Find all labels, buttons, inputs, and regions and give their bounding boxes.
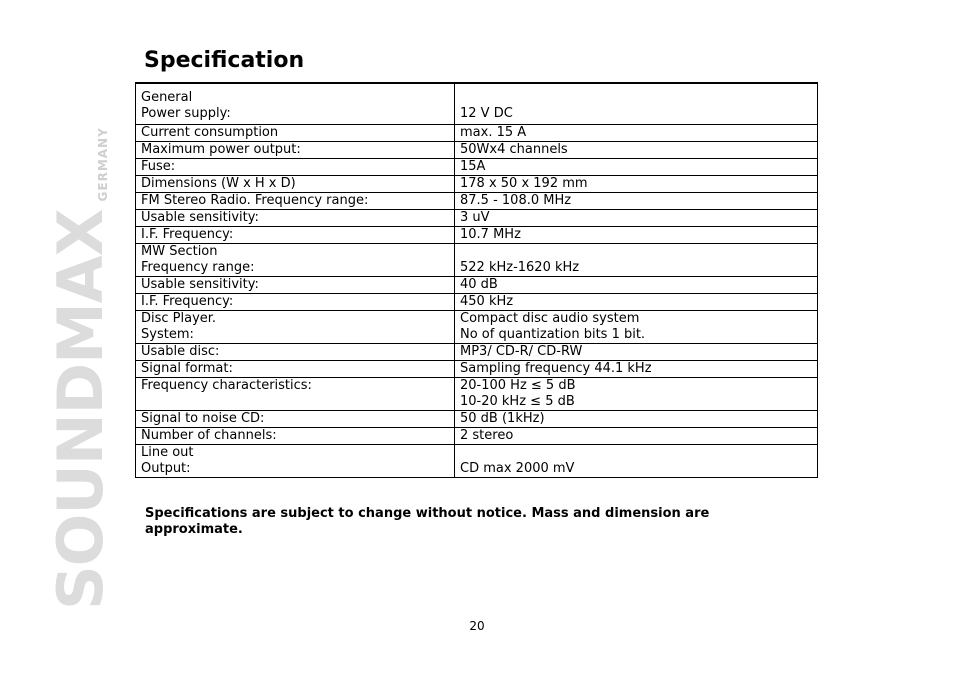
spec-value-cell xyxy=(455,411,818,428)
spec-label: I.F. Frequency: xyxy=(141,227,234,242)
spec-value-cell xyxy=(455,445,818,478)
spec-value: 40 dB xyxy=(460,277,498,292)
spec-label-cell xyxy=(136,294,455,311)
spec-label-cell xyxy=(136,277,455,294)
spec-label: Signal to noise CD: xyxy=(141,411,265,426)
spec-label: Maximum power output: xyxy=(141,142,301,157)
spec-label-cell xyxy=(136,193,455,210)
spec-label: Frequency characteristics: xyxy=(141,378,312,393)
spec-label: Frequency range: xyxy=(141,260,255,275)
spec-value-cell xyxy=(455,378,818,411)
spec-label-cell xyxy=(136,411,455,428)
table-row xyxy=(136,159,818,176)
spec-value: MP3/ CD-R/ CD-RW xyxy=(460,344,583,359)
spec-value: 10.7 MHz xyxy=(460,227,521,242)
spec-label: MW Section xyxy=(141,244,218,259)
spec-label: System: xyxy=(141,327,194,342)
table-row xyxy=(136,344,818,361)
spec-value-cell xyxy=(455,159,818,176)
spec-value: Sampling frequency 44.1 kHz xyxy=(460,361,652,376)
spec-label-cell xyxy=(136,344,455,361)
spec-label-cell xyxy=(136,227,455,244)
table-row xyxy=(136,361,818,378)
spec-label-cell xyxy=(136,361,455,378)
soundmax-logo xyxy=(44,127,117,610)
spec-value: 3 uV xyxy=(460,210,490,225)
spec-label: FM Stereo Radio. Frequency range: xyxy=(141,193,369,208)
table-row xyxy=(136,83,818,125)
logo-country: GERMANY xyxy=(96,127,110,202)
spec-label: I.F. Frequency: xyxy=(141,294,234,309)
spec-value: 87.5 - 108.0 MHz xyxy=(460,193,572,208)
disclaimer-note: Specifications are subject to change without notice. Mass and dimension are approximate. xyxy=(145,506,710,537)
spec-value-cell xyxy=(455,344,818,361)
spec-label-cell xyxy=(136,311,455,344)
spec-label-cell xyxy=(136,159,455,176)
spec-value: 50Wx4 channels xyxy=(460,142,568,157)
spec-value: 12 V DC xyxy=(460,106,513,121)
spec-label-cell xyxy=(136,125,455,142)
table-row xyxy=(136,125,818,142)
spec-label: Signal format: xyxy=(141,361,233,376)
spec-label: Fuse: xyxy=(141,159,176,174)
table-row xyxy=(136,193,818,210)
spec-label: Dimensions (W x H x D) xyxy=(141,176,296,191)
table-row xyxy=(136,210,818,227)
spec-label: Output: xyxy=(141,461,191,476)
spec-value: No of quantization bits 1 bit. xyxy=(460,327,646,342)
spec-value-cell xyxy=(455,176,818,193)
spec-label: Number of channels: xyxy=(141,428,277,443)
spec-label: Usable sensitivity: xyxy=(141,210,259,225)
spec-value: 10-20 kHz ≤ 5 dB xyxy=(460,394,575,409)
spec-value-cell xyxy=(455,294,818,311)
page-number: 20 xyxy=(469,619,485,633)
spec-value: max. 15 A xyxy=(460,125,527,140)
table-row xyxy=(136,311,818,344)
spec-label-cell xyxy=(136,428,455,445)
table-row xyxy=(136,294,818,311)
table-row xyxy=(136,142,818,159)
spec-label: Line out xyxy=(141,445,194,460)
spec-label: Usable disc: xyxy=(141,344,220,359)
spec-label: Current consumption xyxy=(141,125,279,140)
spec-value-cell xyxy=(455,244,818,277)
spec-label: Disc Player. xyxy=(141,311,217,326)
spec-value: 2 stereo xyxy=(460,428,514,443)
spec-label: Power supply: xyxy=(141,106,231,121)
spec-value-cell xyxy=(455,125,818,142)
spec-value: 50 dB (1kHz) xyxy=(460,411,545,426)
spec-value: 20-100 Hz ≤ 5 dB xyxy=(460,378,576,393)
spec-value-cell xyxy=(455,227,818,244)
table-row xyxy=(136,277,818,294)
spec-label: General xyxy=(141,90,193,105)
table-row xyxy=(136,378,818,411)
spec-label-cell xyxy=(136,445,455,478)
spec-label-cell xyxy=(136,378,455,411)
specification-table xyxy=(135,82,818,478)
spec-label-cell xyxy=(136,210,455,227)
spec-value-cell xyxy=(455,361,818,378)
spec-value-cell xyxy=(455,210,818,227)
table-row xyxy=(136,445,818,478)
spec-value-cell xyxy=(455,142,818,159)
spec-value-cell xyxy=(455,428,818,445)
table-row xyxy=(136,244,818,277)
spec-value: Compact disc audio system xyxy=(460,311,640,326)
logo-brand: SOUNDMAX xyxy=(44,209,117,610)
spec-value: 178 x 50 x 192 mm xyxy=(460,176,588,191)
spec-value: 450 kHz xyxy=(460,294,514,309)
table-row xyxy=(136,411,818,428)
spec-label-cell xyxy=(136,176,455,193)
spec-value-cell xyxy=(455,311,818,344)
spec-label-cell xyxy=(136,83,455,125)
spec-value-cell xyxy=(455,193,818,210)
spec-value-cell xyxy=(455,277,818,294)
spec-label-cell xyxy=(136,142,455,159)
spec-value: CD max 2000 mV xyxy=(460,461,575,476)
spec-value: 522 kHz-1620 kHz xyxy=(460,260,580,275)
spec-label: Usable sensitivity: xyxy=(141,277,259,292)
table-row xyxy=(136,176,818,193)
spec-value: 15A xyxy=(460,159,486,174)
table-row xyxy=(136,428,818,445)
table-row xyxy=(136,227,818,244)
spec-label-cell xyxy=(136,244,455,277)
spec-value-cell xyxy=(455,83,818,125)
page-title: Specification xyxy=(144,48,305,73)
